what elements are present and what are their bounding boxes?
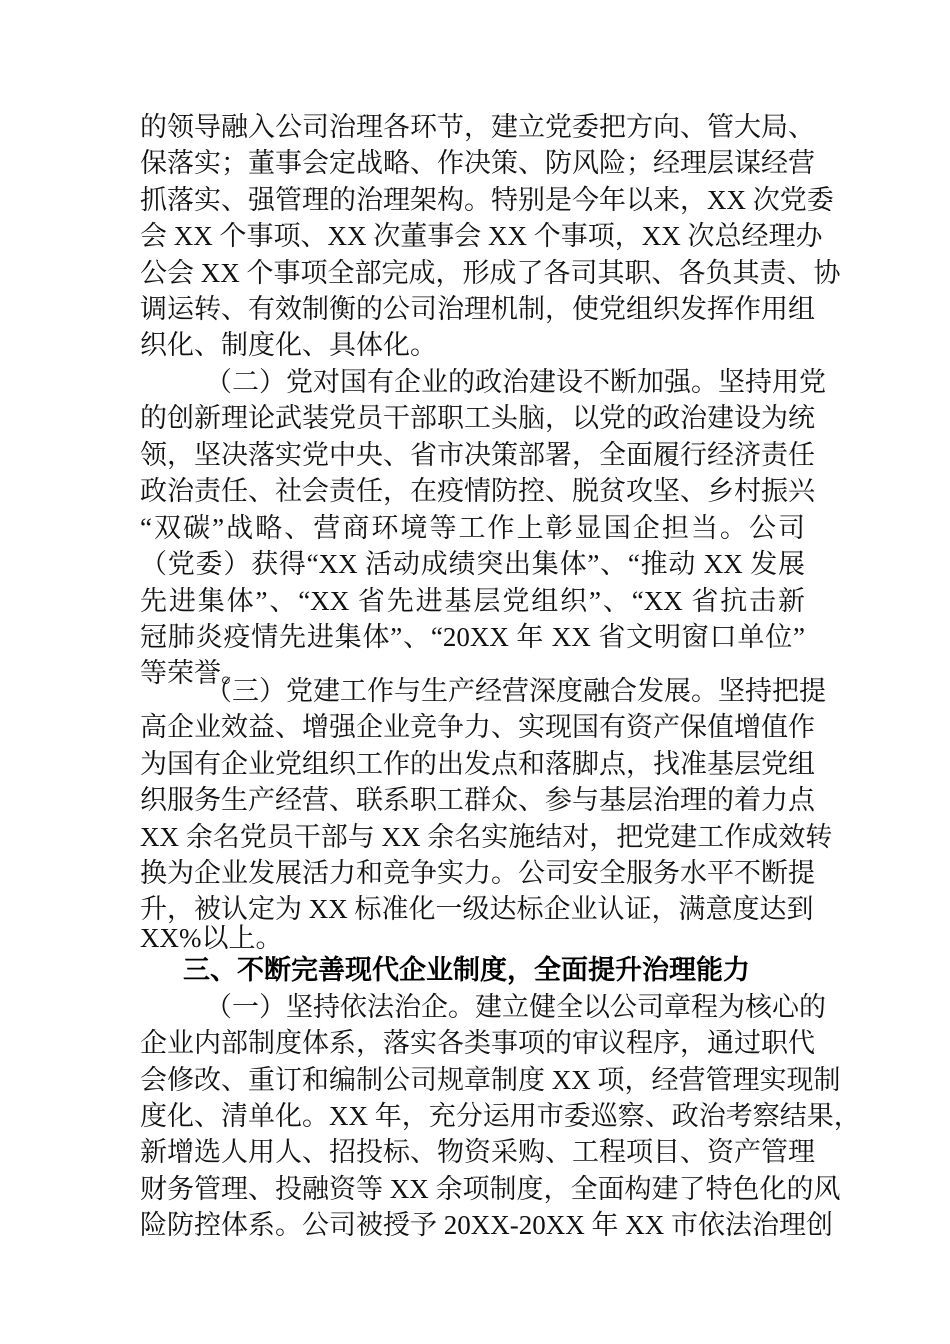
text-line: 为国有企业党组织工作的出发点和落脚点，找准基层党组 <box>140 749 815 779</box>
text-line: 的创新理论武装党员干部职工头脑，以党的政治建设为统 <box>140 403 815 433</box>
text-line: （党委）获得“XX 活动成绩突出集体”、“推动 XX 发展 <box>140 549 805 579</box>
text-line: 公会 XX 个事项全部完成，形成了各司其职、各负其责、协 <box>140 258 841 288</box>
text-line: 领，坚决落实党中央、省市决策部署，全面履行经济责任 <box>140 440 815 470</box>
text-line: XX 余名党员干部与 XX 余名实施结对，把党建工作成效转 <box>140 822 833 852</box>
text-line: 升，被认定为 XX 标准化一级达标企业认证，满意度达到 <box>140 894 814 924</box>
text-line: 先进集体”、“XX 省先进基层党组织”、“XX 省抗击新 <box>140 586 805 616</box>
text-line: 政治责任、社会责任，在疫情防控、脱贫攻坚、乡村振兴 <box>140 476 815 506</box>
text-line: 抓落实、强管理的治理架构。特别是今年以来，XX 次党委 <box>140 185 834 215</box>
text-line: 的领导融入公司治理各环节，建立党委把方向、管大局、 <box>140 112 815 142</box>
section-heading: 三、不断完善现代企业制度，全面提升治理能力 <box>183 955 750 985</box>
text-line: 调运转、有效制衡的公司治理机制，使党组织发挥作用组 <box>140 294 815 324</box>
text-line: “双碳”战略、营商环境等工作上彰显国企担当。公司 <box>140 513 805 543</box>
text-line: 保落实；董事会定战略、作决策、防风险；经理层谋经营 <box>140 148 815 178</box>
text-line: 险防控体系。公司被授予 20XX-20XX 年 XX 市依法治理创 <box>140 1210 833 1240</box>
section-lead-line: （一）坚持依法治企。建立健全以公司章程为核心的 <box>205 992 826 1022</box>
text-line: 企业内部制度体系，落实各类事项的审议程序，通过职代 <box>140 1028 815 1058</box>
text-line: 新增选人用人、招投标、物资采购、工程项目、资产管理 <box>140 1137 815 1167</box>
text-line: 财务管理、投融资等 XX 余项制度，全面构建了特色化的风 <box>140 1174 841 1204</box>
text-line: 等荣誉。 <box>140 658 248 688</box>
text-line: 会 XX 个事项、XX 次董事会 XX 个事项，XX 次总经理办 <box>140 221 823 251</box>
text-line: 高企业效益、增强企业竞争力、实现国有资产保值增值作 <box>140 712 815 742</box>
section-lead-line: （二）党对国有企业的政治建设不断加强。坚持用党 <box>205 367 826 397</box>
text-line: 冠肺炎疫情先进集体”、“20XX 年 XX 省文明窗口单位” <box>140 622 805 652</box>
text-line: 会修改、重订和编制公司规章制度 XX 项，经营管理实现制 <box>140 1065 841 1095</box>
text-line: 织化、制度化、具体化。 <box>140 330 437 360</box>
text-line: 换为企业发展活力和竞争实力。公司安全服务水平不断提 <box>140 858 815 888</box>
text-line: 织服务生产经营、联系职工群众、参与基层治理的着力点 <box>140 785 815 815</box>
text-line: XX%以上。 <box>140 923 283 953</box>
section-lead-line: （三）党建工作与生产经营深度融合发展。坚持把提 <box>205 676 826 706</box>
text-line: 度化、清单化。XX 年，充分运用市委巡察、政治考察结果， <box>140 1101 861 1131</box>
